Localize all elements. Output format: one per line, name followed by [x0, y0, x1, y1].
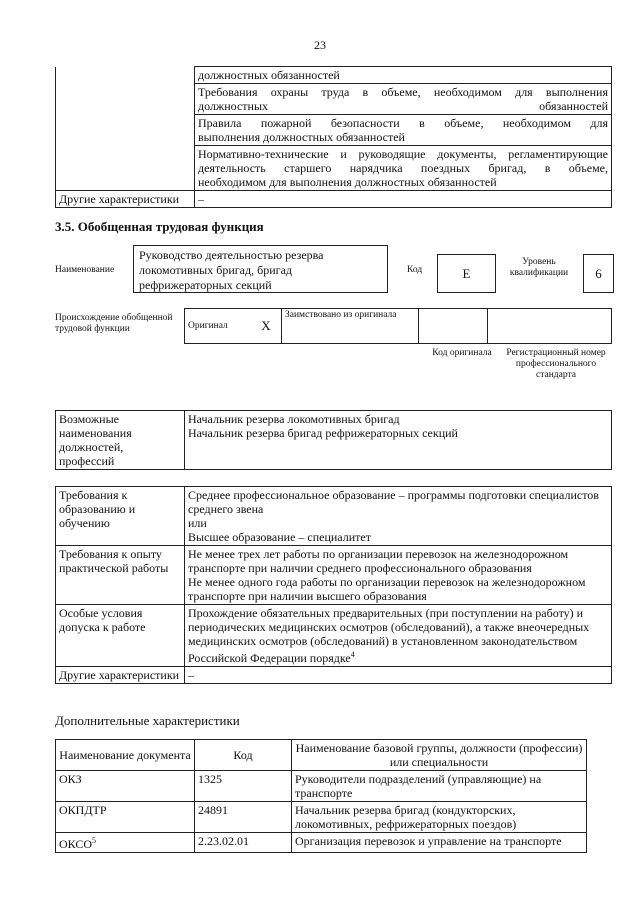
requirement-label: Требования к опыту практической работы [56, 546, 185, 605]
doc-cell [56, 833, 195, 853]
name-cell: Руководители подразделений (управляющие) на транспорте [292, 771, 587, 802]
positions-table [55, 410, 612, 470]
requirement-line: Высшее образование – специалитет [188, 530, 371, 544]
level-label: Уровень квалификации [509, 257, 569, 278]
top-characteristics-table [55, 66, 612, 208]
table-label-cell [56, 67, 195, 84]
positions-values [185, 411, 612, 470]
origin-reg-cell [488, 309, 612, 344]
doc-text: ОКСО [59, 837, 93, 851]
table-row [56, 146, 612, 191]
table-row [56, 191, 612, 208]
code-cell: 1325 [195, 771, 292, 802]
table-row [56, 833, 587, 853]
footnote-ref: 4 [350, 650, 355, 659]
table-row [56, 546, 612, 605]
name-cell: Начальник резерва бригад (кондукторских, локомотивных, рефрижераторных поездов) [292, 802, 587, 833]
requirement-line: Не менее трех лет работы по организации перевозок на железнодорожном транспорте при наличии среднего профессионального образования [188, 547, 569, 575]
original-label: Оригинал [185, 309, 252, 344]
borrowed-label: Заимствовано из оригинала [282, 309, 419, 344]
position-item: Начальник резерва локомотивных бригад [188, 412, 400, 426]
table-row [56, 605, 612, 667]
header-name: Наименование базовой группы, должности (профессии) или специальности [292, 740, 587, 771]
position-item: Начальник резерва бригад рефрижераторных секций [188, 426, 458, 440]
table-row [56, 802, 587, 833]
table-cell: – [195, 191, 612, 208]
table-label-cell [56, 146, 195, 191]
table-label-cell [56, 115, 195, 146]
origin-label: Происхождение обобщенной трудовой функции [55, 313, 173, 334]
table-cell: Нормативно-технические и руководящие документы, регламентирующие деятельность старшего нарядчика поездных бригад, в объеме, необходимом для выполнения должностных обязанностей [195, 146, 612, 191]
requirement-line: Прохождение обязательных предварительных (при поступлении на работу) и периодических медицинских осмотров (обследований), а также внеочередных медицинских осмотров (обследований) в установленном законодательством Российской Федерации порядке [188, 606, 590, 665]
table-cell: Правила пожарной безопасности в объеме, необходимом для выполнения должностных обязанностей [195, 115, 612, 146]
table-label-cell [56, 84, 195, 115]
table-row [56, 115, 612, 146]
table-row [56, 411, 612, 470]
requirements-table [55, 486, 612, 684]
table-row [56, 771, 587, 802]
table-header-row [56, 740, 587, 771]
doc-cell: ОКПДТР [56, 802, 195, 833]
table-row [56, 67, 612, 84]
name-label: Наименование [55, 265, 115, 275]
reg-caption: Регистрационный номер профессионального стандарта [506, 348, 606, 380]
code-cell: 2.23.02.01 [195, 833, 292, 853]
code-caption: Код оригинала [432, 348, 492, 358]
requirement-value [185, 546, 612, 605]
requirement-line: Не менее одного года работы по организации перевозок на железнодорожном транспорте при наличии высшего образования [188, 575, 586, 603]
requirement-line: Среднее профессиональное образование – программы подготовки специалистов среднего звена [188, 488, 599, 516]
table-label-cell: Другие характеристики [56, 191, 195, 208]
requirement-value [185, 487, 612, 546]
additional-table [55, 739, 587, 853]
positions-label: Возможные наименования должностей, профессий [56, 411, 185, 470]
original-mark: X [251, 309, 282, 344]
level-value-box: 6 [583, 254, 614, 293]
footnote-ref: 5 [92, 836, 97, 845]
table-cell: должностных обязанностей [195, 67, 612, 84]
requirement-value [185, 605, 612, 667]
requirement-line: или [188, 516, 207, 530]
code-label: Код [407, 265, 423, 275]
doc-cell: ОКЗ [56, 771, 195, 802]
name-cell: Организация перевозок и управление на транспорте [292, 833, 587, 853]
requirement-label: Другие характеристики [56, 667, 185, 684]
header-doc: Наименование документа [56, 740, 195, 771]
requirement-value: – [185, 667, 612, 684]
origin-table [184, 308, 612, 344]
requirement-label: Особые условия допуска к работе [56, 605, 185, 667]
code-cell: 24891 [195, 802, 292, 833]
section-title: 3.5. Обобщенная трудовая функция [55, 219, 264, 234]
code-value-box: E [437, 254, 496, 293]
table-row [56, 667, 612, 684]
additional-title: Дополнительные характеристики [55, 713, 240, 728]
requirement-label: Требования к образованию и обучению [56, 487, 185, 546]
table-cell: Требования охраны труда в объеме, необходимом для выполнения должностных обязанностей [195, 84, 612, 115]
table-row [56, 84, 612, 115]
table-row [56, 487, 612, 546]
page-number: 23 [314, 38, 326, 52]
function-name-box: Руководство деятельностью резерва локомотивных бригад, бригад рефрижераторных секций [133, 245, 388, 293]
origin-code-cell [419, 309, 488, 344]
header-code: Код [195, 740, 292, 771]
